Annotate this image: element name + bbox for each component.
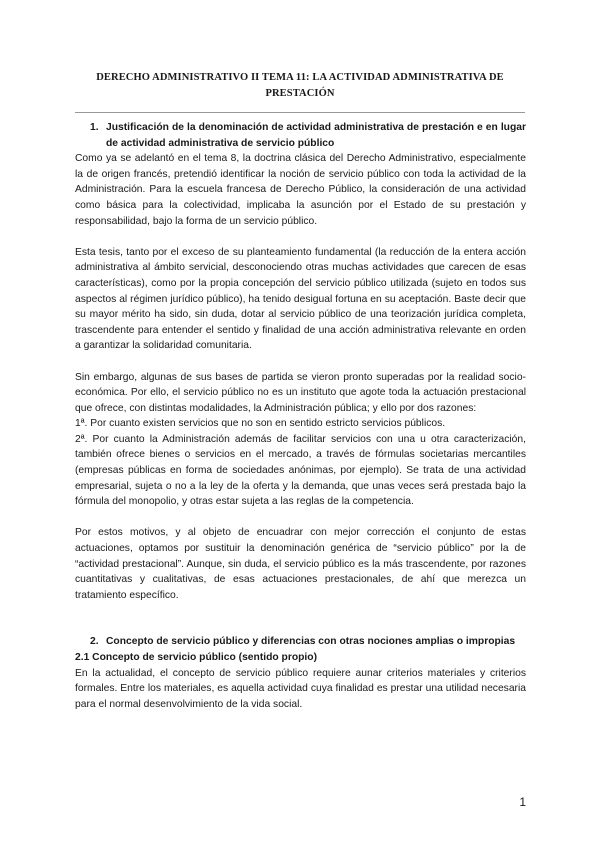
section-1-heading [75, 120, 526, 151]
paragraph: Esta tesis, tanto por el exceso de su planteamiento fundamental (la reducción de la entera acción administrativa al ámbito servicial, desconociendo otras muchas actividades que carecen de esas características), como por la propia concepción del servicio público utilizada (sujeto en todos sus aspectos al régimen jurídico público), ha tenido desigual fortuna en su aceptación. Baste decir que su mayor mérito ha sido, sin duda, dotar al servicio público de una teorización jurídica completa, trascendente para entender el sentido y finalidad de una acción administrativa relevante en orden a garantizar la solidaridad comunitaria. [75, 246, 526, 352]
document-title: DERECHO ADMINISTRATIVO II TEMA 11: LA ACTIVIDAD ADMINISTRATIVA DE PRESTACIÓN [96, 72, 504, 99]
subsection-2-1-heading: 2.1 Concepto de servicio público (sentido propio) [75, 652, 318, 663]
section-2-number: 2. [90, 636, 99, 648]
list-item-reason-2: 2ª. Por cuanto la Administración además de facilitar servicios con una u otra caracterización, también ofrece bienes o servicios en el mercado, a través de fórmulas societarias mercantiles (empresas públicas en forma de sociedades anónimas, por ejemplo). Se trata de una actividad empresarial, sujeta o no a la ley de la oferta y la demanda, que unas veces será prestada bajo la fórmula del monopolio, y otras estar sujeta a las reglas de la competencia. [75, 433, 526, 508]
paragraph-spacer [75, 229, 526, 245]
section-1-heading-text: Justificación de la denominación de actividad administrativa de prestación e en lugar de actividad administrativa de servicio público [106, 122, 526, 149]
paragraph: Sin embargo, algunas de sus bases de partida se vieron pronto superadas por la realidad socio-económica. Por ello, el servicio público no es un instituto que agote toda la actuación prestacional que ofrece, con distintas modalidades, la Administración pública; y ello por dos razones: [75, 371, 526, 414]
page-number: 1 [519, 795, 526, 809]
title-divider [75, 112, 525, 113]
paragraph: Por estos motivos, y al objeto de encuadrar con mejor corrección el conjunto de estas actuaciones, optamos por sustituir la denominación genérica de “servicio público” por la de “actividad prestacional”. Aunque, sin duda, el servicio público es la más trascendente, por razones cuantitativas y cualitativas, de esas actuaciones prestacionales, de ahí que merezca un tratamiento específico. [75, 527, 526, 601]
section-2-heading [75, 634, 526, 650]
list-item-reason-1: 1ª. Por cuanto existen servicios que no son en sentido estricto servicios públicos. [75, 418, 446, 430]
section-spacer [75, 603, 526, 634]
section-2-heading-text: Concepto de servicio público y diferencias con otras nociones amplias o impropias [106, 636, 516, 648]
paragraph-spacer [75, 354, 526, 370]
section-1-number: 1. [90, 122, 99, 133]
document-body [75, 120, 526, 712]
paragraph: Como ya se adelantó en el tema 8, la doctrina clásica del Derecho Administrativo, especialmente la de origen francés, pretendió identificar la noción de servicio público con toda la actividad de la Administración. Para la escuela francesa de Derecho Público, la consideración de una actividad como básica para la colectividad, implicaba la asunción por el Estado de su prestación y responsabilidad, bajo la forma de un servicio público. [75, 153, 526, 227]
paragraph: En la actualidad, el concepto de servicio público requiere aunar criterios materiales y criterios formales. Entre los materiales, es aquella actividad cuya finalidad es prestar una utilidad necesaria para el normal desenvolvimiento de la vida social. [75, 667, 526, 710]
paragraph-spacer [75, 510, 526, 526]
